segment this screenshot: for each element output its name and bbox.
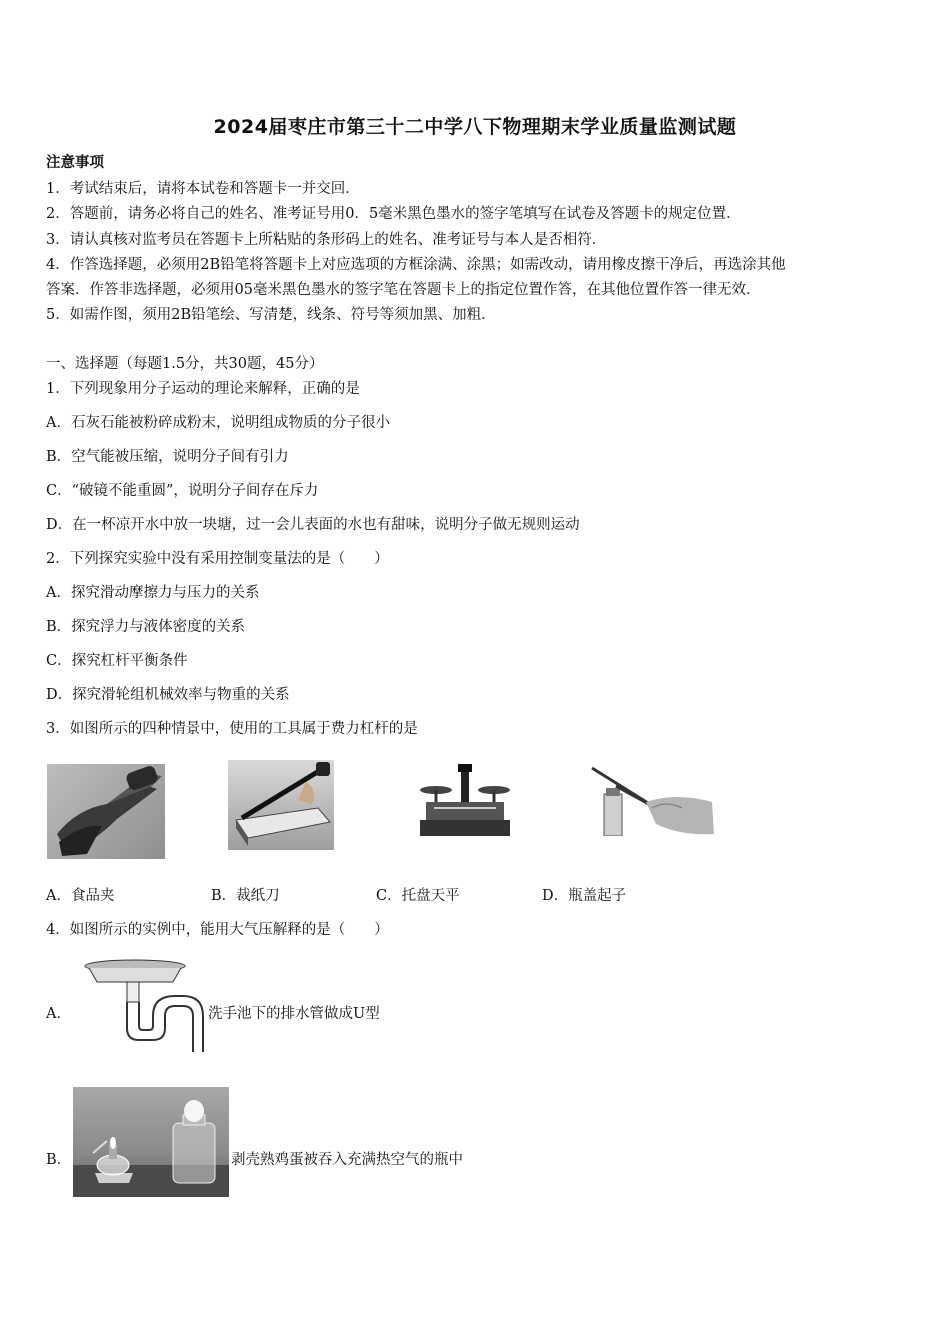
- q1-option-c: C．“破镜不能重圆”，说明分子间存在斥力: [46, 483, 319, 499]
- q3-option-c: C．托盘天平: [376, 888, 460, 904]
- notice-item-1: 1．考试结束后，请将本试卷和答题卡一并交回．: [46, 181, 360, 197]
- egg-bottle-experiment-image: [73, 1087, 229, 1197]
- q2-option-c: C．探究杠杆平衡条件: [46, 653, 188, 669]
- q1-option-a: A．石灰石能被粉碎成粉末，说明组成物质的分子很小: [46, 415, 390, 431]
- q1-option-d: D．在一杯凉开水中放一块塘，过一会儿表面的水也有甜味，说明分子做无规则运动: [46, 517, 580, 533]
- q1-stem: 1．下列现象用分子运动的理论来解释，正确的是: [46, 381, 360, 397]
- q3-option-d: D．瓶盖起子: [542, 888, 627, 904]
- q2-stem: 2．下列探究实验中没有采用控制变量法的是（ ）: [46, 551, 389, 567]
- q1-option-b: B．空气能被压缩，说明分子间有引力: [46, 449, 289, 465]
- food-tongs-image: [47, 764, 165, 859]
- q4-option-b-letter: B．: [46, 1152, 72, 1168]
- paper-cutter-image: [228, 760, 334, 850]
- q3-option-a: A．食品夹: [46, 888, 115, 904]
- q4-stem: 4．如图所示的实例中，能用大气压解释的是（ ）: [46, 922, 389, 938]
- notice-item-3: 3．请认真核对监考员在答题卡上所粘贴的条形码上的姓名、准考证号与本人是否相符．: [46, 232, 607, 248]
- notice-item-2: 2．答题前，请务必将自己的姓名、准考证号用0．5毫米黑色墨水的签字笔填写在试卷及答题卡的规定位置．: [46, 206, 741, 222]
- q4-option-b-text: 剥壳熟鸡蛋被吞入充满热空气的瓶中: [231, 1152, 463, 1168]
- notice-heading: 注意事项: [46, 154, 104, 171]
- exam-title: 2024届枣庄市第三十二中学八下物理期末学业质量监测试题: [213, 116, 737, 138]
- notice-item-4-cont: 答案．作答非选择题，必须用05毫米黑色墨水的签字笔在答题卡上的指定位置作答，在其他位置作答一律无效．: [46, 282, 761, 298]
- q3-option-b: B．裁纸刀: [211, 888, 280, 904]
- balance-scale-image: [414, 762, 516, 840]
- notice-item-5: 5．如需作图，须用2B铅笔绘、写清楚，线条、符号等须加黑、加粗．: [46, 307, 496, 323]
- bottle-opener-image: [586, 764, 716, 836]
- section-heading: 一、选择题（每题1.5分，共30题，45分）: [46, 356, 324, 372]
- q4-option-a-text: 洗手池下的排水管做成U型: [208, 1006, 380, 1022]
- q2-option-b: B．探究浮力与液体密度的关系: [46, 619, 246, 635]
- q2-option-d: D．探究滑轮组机械效率与物重的关系: [46, 687, 290, 703]
- sink-drain-pipe-image: [83, 958, 205, 1054]
- notice-item-4: 4．作答选择题，必须用2B铅笔将答题卡上对应选项的方框涂满、涂黑；如需改动，请用橡皮擦干净后，再选涂其他: [46, 257, 786, 273]
- q2-option-a: A．探究滑动摩擦力与压力的关系: [46, 585, 260, 601]
- q4-option-a-letter: A．: [46, 1006, 71, 1022]
- q3-stem: 3．如图所示的四种情景中，使用的工具属于费力杠杆的是: [46, 721, 418, 737]
